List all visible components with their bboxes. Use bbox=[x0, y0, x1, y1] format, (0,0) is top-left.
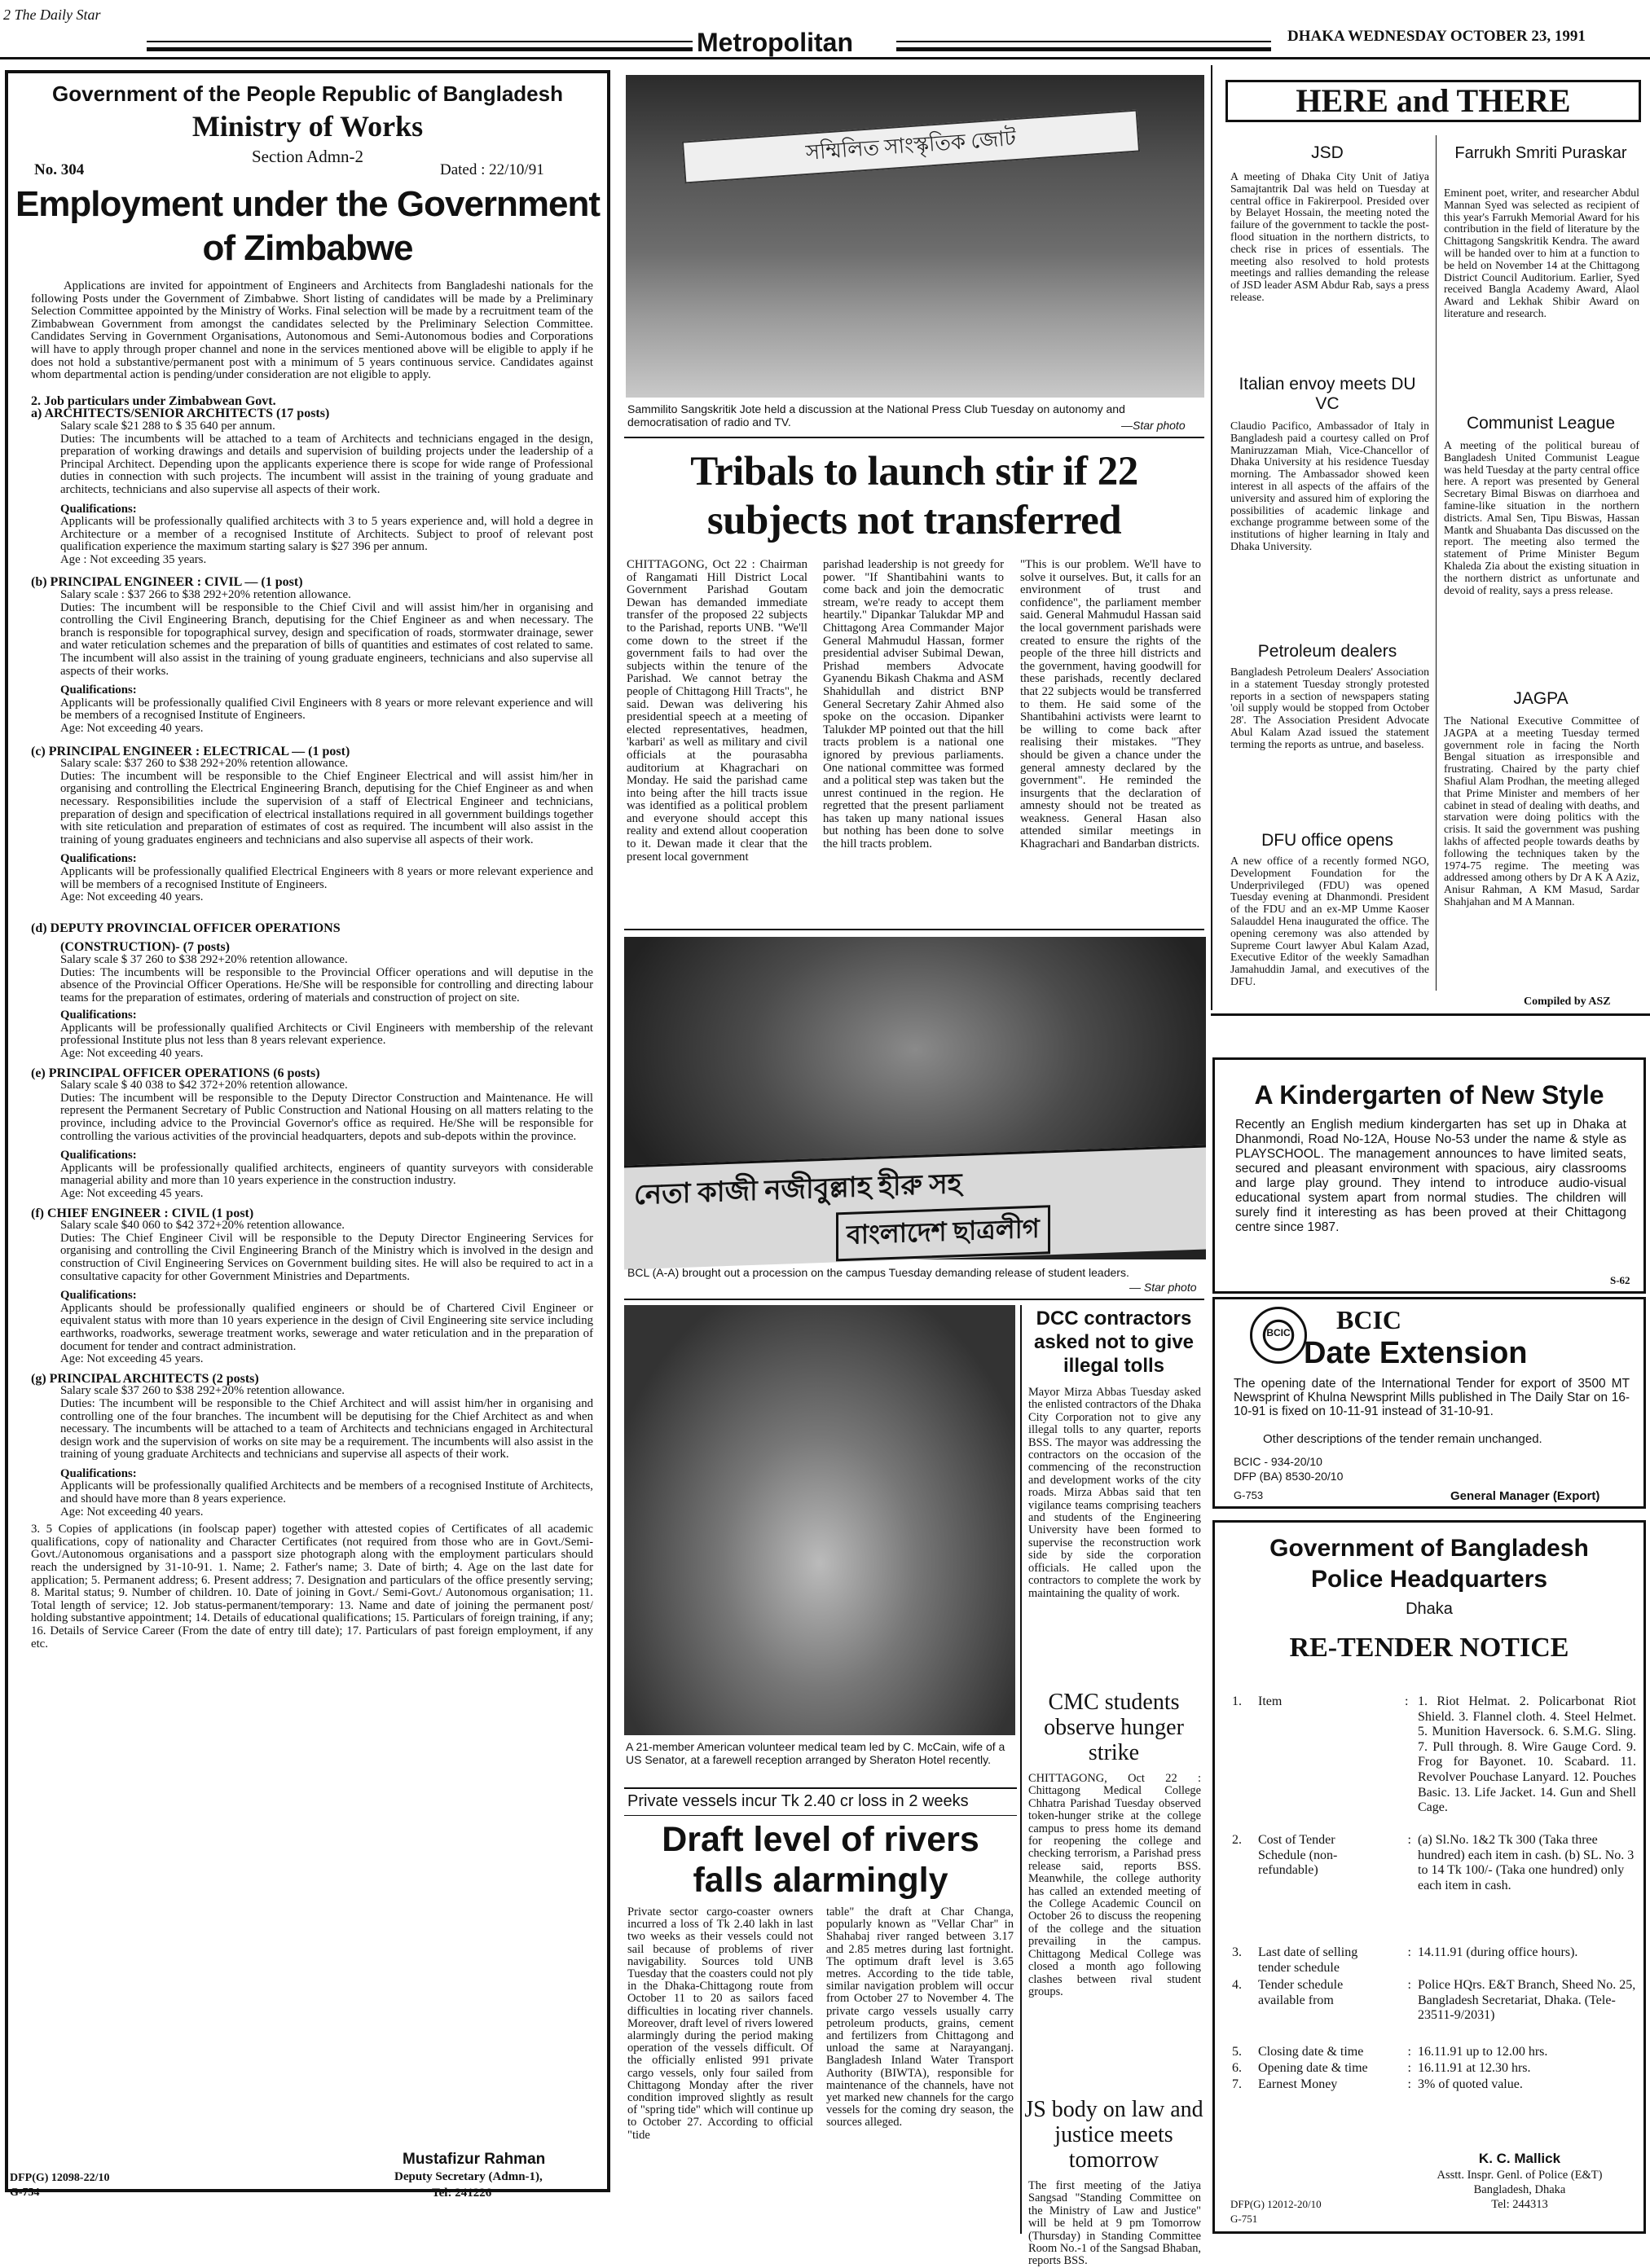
tribals-headline-2: subjects not transferred bbox=[706, 498, 1122, 543]
police-sign-title: Asstt. Inspr. Genl. of Police (E&T) bbox=[1437, 2169, 1603, 2182]
job-b-salary: Salary scale : $37 266 to $38 292+20% retention allowance. bbox=[60, 588, 351, 602]
rule-dcc-left bbox=[1020, 1305, 1022, 2234]
zimbabwe-sign-title: Deputy Secretary (Admn-1), bbox=[394, 2170, 543, 2183]
police-dfp: DFP(G) 12012-20/10 bbox=[1230, 2198, 1322, 2210]
bcic-logo bbox=[1250, 1307, 1307, 1364]
masthead-rule-under bbox=[0, 57, 1650, 59]
police-row-colon: : bbox=[1407, 2077, 1411, 2091]
job-d-head2: (CONSTRUCTION)- (7 posts) bbox=[60, 940, 231, 955]
police-row-colon: : bbox=[1407, 2045, 1411, 2059]
rule-here-mid bbox=[1436, 135, 1437, 991]
job-e-salary: Salary scale $ 40 038 to $42 372+20% retention allowance. bbox=[60, 1079, 348, 1092]
police-row-value: 16.11.91 up to 12.00 hrs. bbox=[1418, 2045, 1548, 2059]
police-row-key: Earnest Money bbox=[1258, 2077, 1338, 2091]
job-d-head: (d) DEPUTY PROVINCIAL OFFICER OPERATIONS bbox=[31, 921, 341, 935]
police-row-value: 1. Riot Helmat. 2. Policarbonat Riot Shield. 3. Flannel cloth. 4. Steel Helmet. 5. Munition Haversock. 6. S.M.G. Sling. 7. Pull through. 8. Wire Gauge Cord. 9. Frog for Bayonet. 10. Scabard. 11. Revolver Pouchase Lanyard. 12. Pouches Basic. 13. Life Jacket. 14. Gun and Shell Cage. bbox=[1418, 1694, 1636, 1815]
police-row-colon: : bbox=[1407, 1945, 1411, 1959]
jagpa-body: The National Executive Committee of JAGPA at a meeting Tuesday termed government role in facing the North Bengal situation as irresponsible and frustrating. Chaired by the party chief Shafiul Alam Prodhan, the meeting alleged that Prime Minister and members of her cabinet in stead of dealing with deaths, and starvation were doing politics with the crisis. It said the government was pushing lakhs of affected people towards deaths by following the techniques taken by the 1974-75 regime. The meeting was addressed among others by Dr A K A Aziz, Anisur Rahman, A KM Masud, Sardar Shahjahan and M A Mannan. bbox=[1444, 714, 1639, 908]
farrukh-body: Eminent poet, writer, and researcher Abdul Mannan Syed was selected as recipient of this year's Farrukh Memorial Award for his contribution in the field of literature by the Chittagong Sangskritik Kendra. The award will be handed over to him at a function to be held on November 14 at the Chittagong District Council Auditorium. Earlier, Syed received Bangla Academy Award, Alaol Award and Lekhak Shibir Award on literature and research. bbox=[1444, 187, 1639, 319]
police-sign-name: K. C. Mallick bbox=[1478, 2151, 1561, 2166]
draft-headline-2: falls alarmingly bbox=[693, 1861, 948, 1900]
police-row-num: 6. bbox=[1232, 2061, 1242, 2075]
tribals-headline-1: Tribals to launch stir if 22 bbox=[690, 449, 1138, 494]
draft-col-1: Private sector cargo-coaster owners incurred a loss of Tk 2.40 lakh in last two weeks as their vessels could not sail because of problems of river navigability. Sources told UNB Tuesday that the coasters could not ply in the Dhaka-Chittagong route from October 11 to 20 as sailors faced difficulties in locating river channels. Moreover, draft level of rivers lowered alarmingly during the period making operation of the vessels difficult. Of the officially enlisted 991 private cargo vessels, only four sailed from Chittagong Monday after the river condition improved slightly as result of "spring tide" which will continue up to October 27. According to official "tide bbox=[627, 1905, 813, 2142]
photo-bcl-banner-text-a: নেতা কাজী নজীবুল্লাহ হীরু সহ bbox=[634, 1168, 962, 1211]
job-e-age: Age: Not exceeding 45 years. bbox=[60, 1187, 204, 1200]
police-row-key: Opening date & time bbox=[1258, 2061, 1368, 2075]
job-a-duties: Duties: The incumbents will be attached to a team of Architects and technicians engaged in the design, preparation of working drawings and details and supervision of building projects under the leadership of a Principal Architect. Depending upon the applicants experience there is scope for wide range of Professional duties in connection with such projects. The incumbent will assist in the training of young graduate and architects, technicians and also supervise all aspects of their work. bbox=[60, 432, 593, 496]
rule-tribals-top bbox=[624, 437, 1204, 438]
italian-body: Claudio Pacifico, Ambassador of Italy in Bangladesh paid a courtesy called on Prof Maniruzzaman Miah, Vice-Chancellor of Dhaka University at his residence Tuesday morning. The Ambassador showed keen interest in all aspects of the affairs of the university and assured him of exploring the possibilities of academic linkage and exchange programme between some of the institutions of higher learning in Italy and Dhaka University. bbox=[1230, 420, 1429, 552]
dcc-headline: DCC contractors asked not to give illegal tolls bbox=[1033, 1308, 1195, 1377]
job-e-head: (e) PRINCIPAL OFFICER OPERATIONS (6 posts) bbox=[31, 1066, 320, 1080]
js-body: The first meeting of the Jatiya Sangsad "Standing Committee on the Ministry of Law and Justice" will be held at 9 pm Tomorrow (Thursday) in Standing Committee Room No.-1 of the Sangsad Bhaban, reports BSS. bbox=[1028, 2179, 1201, 2268]
here-compiled: Compiled by ASZ bbox=[1524, 996, 1611, 1008]
here-there-title: HERE and THERE bbox=[1225, 80, 1641, 122]
police-sign-tel: Tel: 244313 bbox=[1491, 2198, 1548, 2211]
job-c-qual-h: Qualifications: bbox=[60, 852, 137, 866]
kinder-code: S-62 bbox=[1610, 1274, 1630, 1286]
zimbabwe-title-2: of Zimbabwe bbox=[202, 228, 413, 268]
job-c-salary: Salary scale: $37 260 to $38 292+20% retention allowance. bbox=[60, 757, 349, 771]
photo-bcl-credit: — Star photo bbox=[1129, 1281, 1197, 1294]
rule-photo3-top bbox=[624, 1299, 1204, 1300]
bcic-body: The opening date of the International Tender for export of 3500 MT Newsprint of Khulna Newsprint Mills published in The Daily Star on 16-10-91 is fixed on 10-11-91 instead of 31-10-91. bbox=[1234, 1377, 1630, 1418]
photo-press-club-credit: —Star photo bbox=[1121, 419, 1186, 432]
js-headline: JS body on law and justice meets tomorrow bbox=[1024, 2097, 1203, 2173]
farrukh-head: Farrukh Smriti Puraskar bbox=[1454, 144, 1627, 162]
police-title-2: Police Headquarters bbox=[1310, 1566, 1548, 1593]
bcic-ref2: DFP (BA) 8530-20/10 bbox=[1234, 1470, 1344, 1483]
police-gcode: G-751 bbox=[1230, 2213, 1258, 2225]
zimbabwe-intro: Applications are invited for appointment of Engineers and Architects from Bangladeshi nationals for the following Posts under the Government of Zimbabwe. Short listing of candidates will be made by a Preliminary Selection Committee appointed by the Ministry of Works. Final selection will be made by a recruitment team of the Zimbabwean Government from amongst the candidates selected by the Preliminary Selection Committee. Candidates Serving in Government Organisations, Autonomous and Semi-Autonomous bodies and Corporations will have to apply through proper channel and none in the services mentioned above will be eligible to apply if he does not hold a substantive/permanent post with a minimum of 5 years continuous service. Candidates against whom departmental action is pending/under consideration are not eligible to apply. bbox=[31, 279, 593, 382]
zimbabwe-body bbox=[31, 280, 593, 1650]
bcic-title-1: BCIC bbox=[1336, 1305, 1402, 1334]
police-row bbox=[1232, 1694, 1636, 1833]
bcic-logo-text: BCIC bbox=[1266, 1327, 1291, 1338]
job-c-duties: Duties: The incumbent will be responsible to the Chief Engineer Electrical and will assist him/her in organising and controlling the Electrical Engineering Branch, deputising for the Chief Engineer as and when necessary. Responsibilities include the supervision of a staff of Electrical Engineer and technicians, preparation of design and specification of electrical installations required in all government buildings together with site reticulation and preparation of estimates of cost as required. The incumbent will also assist in the training of young graduates engineers and technicians and also supervise all aspects of their work. bbox=[60, 769, 593, 846]
masthead-rule-right bbox=[896, 47, 1271, 51]
kinder-title: A Kindergarten of New Style bbox=[1254, 1080, 1604, 1110]
job-a-salary: Salary scale $21 288 to $ 35 640 per annum. bbox=[60, 419, 275, 433]
job-g-qual-h: Qualifications: bbox=[60, 1466, 137, 1480]
job-b-head: (b) PRINCIPAL ENGINEER : CIVIL — (1 post) bbox=[31, 575, 303, 590]
tribals-col-3: "This is our problem. We'll have to solve it ourselves. But, it calls for an environment of trust and confidence", the parliament member said. General Mahmudul Hassan said the local government parishads were created to ensure the rights of the people of the three hill districts and the government, having goodwill for these parishads, recently declared that 22 subjects would be transferred to them. He said some of the Shantibahini activists were learnt to be willing to come back after realising their mistakes. "They should be given a chance under the general amnesty declared by the government". He reminded the insurgents that the declaration of amnesty should not be treated as weakness. General Hasan also attended similar meetings in Khagrachari and Bandarban districts. bbox=[1020, 558, 1201, 851]
police-row-value: (a) Sl.No. 1&2 Tk 300 (Taka three hundred) each item in cash. (b) SL. No. 3 to 14 Tk 100/- (Taka one hundred) only each item in cash. bbox=[1418, 1833, 1635, 1892]
job-a-age: Age : Not exceeding 35 years. bbox=[60, 552, 207, 566]
draft-headline-1: Draft level of rivers bbox=[662, 1820, 979, 1859]
police-row-colon: : bbox=[1405, 1694, 1409, 1708]
job-d-qual-h: Qualifications: bbox=[60, 1009, 137, 1022]
communist-body: A meeting of the political bureau of Bangladesh United Communist League was held Tuesday at the party central office here. A report was presented by General Secretary Bimal Biswas on diarrhoea and famine-like situation in the northern districts. Amal Sen, Tipu Biswas, Hassan Mantk and Shuabanta Das discussed on the report. The meeting also termed the statement of Prime Minister Begum Khaleda Zia about the existing situation in the northern district as unfortunate and devoid of reality, says a press release. bbox=[1444, 439, 1639, 596]
jsd-body: A meeting of Dhaka City Unit of Jatiya Samajtantrik Dal was held on Tuesday at central office in Fakirerpool. Presided over by Belayet Hossain, the meeting noted the failure of the government to tackle the post-flood situation in the northern districts, to check rise in prices of essentials. The meeting also resolved to hold protests meetings and rallies demanding the release of JSD leader ASM Abdur Rab, says a press release. bbox=[1230, 170, 1429, 303]
police-row bbox=[1232, 2045, 1636, 2061]
page-folio: 2 The Daily Star bbox=[3, 7, 101, 23]
jagpa-head: JAGPA bbox=[1513, 689, 1569, 708]
rule-draft-kicker bbox=[624, 1815, 1017, 1816]
jsd-head: JSD bbox=[1311, 143, 1344, 162]
zimbabwe-gno: G-754 bbox=[10, 2187, 40, 2199]
job-g-age: Age: Not exceeding 40 years. bbox=[60, 1505, 204, 1519]
job-c-head: (c) PRINCIPAL ENGINEER : ELECTRICAL — (1 post) bbox=[31, 744, 350, 758]
job-d-duties: Duties: The incumbents will be responsible to the Provincial Officer operations and will deputise in the absence of the Provincial Officer Operations. He/She will be responsible for controlling and directing labour teams for the preparation of estimates, ordering of materials and construction of project on site. bbox=[60, 965, 593, 1004]
job-d-salary: Salary scale $ 37 260 to $38 292+20% retention allowance. bbox=[60, 952, 348, 966]
job-e-duties: Duties: The incumbent will be responsible to the Deputy Director Construction and Maintenance. He will represent the Permanent Secretary of Public Construction and National Housing on all matters relating to the province, including advice to the Provincial Governor's office as required. He/She will be responsible for controlling the various activities of the provincial headquarters, depots and sub-depots within the province. bbox=[60, 1091, 593, 1143]
job-f-salary: Salary scale $40 060 to $42 372+20% retention allowance. bbox=[60, 1219, 345, 1233]
job-a-qual-h: Qualifications: bbox=[60, 502, 137, 516]
photo-bcl-banner bbox=[624, 1145, 1206, 1270]
police-row bbox=[1232, 2077, 1636, 2094]
zimbabwe-dated: Dated : 22/10/91 bbox=[440, 161, 544, 178]
dfu-head: DFU office opens bbox=[1261, 831, 1393, 850]
job-b-qual: Applicants will be professionally qualified Civil Engineers with 8 years or more relevant experience and will be members of a recognised Institute of Engineers. bbox=[60, 696, 593, 723]
police-row bbox=[1232, 1978, 1636, 2045]
tribals-col-1: CHITTAGONG, Oct 22 : Chairman of Rangamati Hill District Local Government Parishad Goutam Dewan has demanded immediate transfer of the proposed 22 subjects to the Parishad, reports UNB. "We'll come down to the street if the government fails to had over the subjects within the tenure of the Parishad. We cannot betray the people of Chittagong Hill Tracts", he said. Dewan was delivering his presidential speech at a meeting of elected representatives, headmen, 'karbari' as well as military and civil officials at the pourasabha auditorium at Khagrachari on Monday. He said the parishad came into being after the hill tracts issue was identified as a political problem and everyone should accept this reality and extend allout cooperation to it. Dewan made it clear that the present local government bbox=[627, 558, 807, 864]
photo-medical-caption: A 21-member American volunteer medical team led by C. McCain, wife of a US Senator, at a farewell reception arranged by Sheraton Hotel recently. bbox=[626, 1740, 1005, 1766]
zimbabwe-no: No. 304 bbox=[34, 161, 85, 178]
job-f-qual-h: Qualifications: bbox=[60, 1289, 137, 1303]
cmc-headline: CMC students observe hunger strike bbox=[1044, 1690, 1184, 1765]
police-row-num: 5. bbox=[1232, 2045, 1242, 2059]
rule-draft-top bbox=[624, 1787, 1017, 1789]
police-row-colon: : bbox=[1407, 2061, 1411, 2075]
zimbabwe-sign-tel: Tel: 241226 bbox=[432, 2187, 492, 2200]
police-row-key: Closing date & time bbox=[1258, 2045, 1364, 2059]
petro-head: Petroleum dealers bbox=[1257, 642, 1397, 661]
job-d-age: Age: Not exceeding 40 years. bbox=[60, 1047, 204, 1061]
police-row-colon: : bbox=[1407, 1978, 1411, 1992]
job-b-age: Age: Not exceeding 40 years. bbox=[60, 722, 204, 735]
zimbabwe-sign-name: Mustafizur Rahman bbox=[403, 2151, 546, 2168]
police-row bbox=[1232, 1945, 1636, 1978]
bcic-note: Other descriptions of the tender remain unchanged. bbox=[1263, 1432, 1542, 1446]
bcic-sign: General Manager (Export) bbox=[1450, 1489, 1600, 1503]
zimbabwe-para3: 3. 5 Copies of applications (in foolscap paper) together with attested copies of Certificates of all academic qualifications, copy of nationality and Character Certificates (not required from those who are in Govt./Semi-Govt./Autonomous organisations and a passport size photograph along with the employment particulars should reach the undersigned by 31-10-91. 1. Name; 2. Father's name; 3. Date of birth; 4. Age on the last date for application; 5. Permanent address; 6. Present address; 7. Designation and particulars of the office presently serving; 8. Marital status; 9. Number of children. 10. Date of joining in Govt./ Semi-Govt./ Autonomous organisation; 11. Total length of service; 12. Job status-permanent/temporary: 13. Name and date of joining the permanent post/ holding substantive appointment; 14. Details of educational qualifications; 15. Particulars of foreign training, if any; 16. Details of Service Career (From the date of entry till date); 17. Particulars of past foreign employment, if any etc. bbox=[31, 1523, 593, 1650]
job-c-age: Age: Not exceeding 40 years. bbox=[60, 890, 204, 904]
photo-press-club-banner: সম্মিলিত সাংস্কৃতিক জোট bbox=[682, 110, 1140, 184]
job-f-head: (f) CHIEF ENGINEER : CIVIL (1 post) bbox=[31, 1206, 254, 1220]
police-row-num: 1. bbox=[1232, 1694, 1242, 1708]
communist-head: Communist League bbox=[1466, 414, 1616, 433]
dateline: DHAKA WEDNESDAY OCTOBER 23, 1991 bbox=[1287, 28, 1586, 45]
police-row-value: 16.11.91 at 12.30 hrs. bbox=[1418, 2061, 1531, 2075]
zimbabwe-govt: Government of the People Republic of Bangladesh bbox=[52, 81, 563, 106]
rule-here-bottom bbox=[1211, 1013, 1650, 1016]
job-g-qual: Applicants will be professionally qualified Architects and be members of a recognised Institute of Architects, and should have more than 8 years experience. bbox=[60, 1479, 593, 1506]
zimbabwe-ministry: Ministry of Works bbox=[191, 110, 424, 143]
police-sign-place: Bangladesh, Dhaka bbox=[1473, 2183, 1566, 2196]
photo-press-club-caption: Sammilito Sangskritik Jote held a discussion at the National Press Club Tuesday on autonomy and democratisation of radio and TV. bbox=[627, 402, 1125, 429]
photo-bcl-caption: BCL (A-A) brought out a procession on the campus Tuesday demanding release of student leaders. bbox=[627, 1266, 1129, 1279]
job-g-head: (g) PRINCIPAL ARCHITECTS (2 posts) bbox=[31, 1371, 259, 1386]
draft-col-2: table" the draft at Char Changa, popularly known as "Vellar Char" in Shahabaj river ranged between 3.17 and 2.85 metres during last fortnight. The optimum draft level is 3.65 metres. According to the tide table, similar navigation problem will occur from October 27 to November 4. The private cargo vessels usually carry petroleum products, grains, cement and fertilizers from Chittagong and unload the same at Narayanganj. Bangladesh Inland Water Transport Authority (BIWTA), responsible for maintenance of the channels, have not yet marked new channels for the cargo vessels for the coming dry season, the sources alleged. bbox=[826, 1905, 1014, 2130]
zimbabwe-section: Section Admn-2 bbox=[251, 147, 364, 166]
police-table bbox=[1232, 1694, 1636, 2094]
zimbabwe-sec2: 2. Job particulars under Zimbabwean Govt. bbox=[31, 393, 276, 408]
police-row-value: 14.11.91 (during office hours). bbox=[1418, 1945, 1578, 1959]
kinder-body: Recently an English medium kindergarten has set up in Dhaka at Dhanmondi, Road No-12A, House No-53 under the name & style as PLAYSCHOOL. The management announces to have limited seats, secured and pleasant environment with spacious, airy classrooms and large play ground. They intend to introduce audio-visual educational system apart from normal studies. The children will surely find it interesting as has been proved at their Chittagong centre since 1987. bbox=[1235, 1118, 1626, 1234]
job-g-duties: Duties: The incumbent will be responsible to the Chief Architect and will assist him/her in organising and controlling one of the four branches. The incumbent will be deputising for the Chief Architect as and when necessary. The incumbents will be attached to a team of Architects and technicians engaged in Architectural design work and the supervision of works on site may be a requirement. The incumbents will also assist in the training of young graduate Architects and technicians and supervise all aspects of their work. bbox=[60, 1396, 593, 1461]
masthead-rule-right-top bbox=[896, 41, 1271, 42]
italian-head: Italian envoy meets DU VC bbox=[1239, 375, 1416, 413]
police-row bbox=[1232, 1833, 1636, 1945]
masthead-rule-left-top bbox=[147, 41, 693, 42]
draft-kicker: Private vessels incur Tk 2.40 cr loss in 2 weeks bbox=[627, 1792, 969, 1810]
bcic-ref1: BCIC - 934-20/10 bbox=[1234, 1455, 1322, 1468]
police-title-3: Dhaka bbox=[1406, 1600, 1453, 1618]
masthead-rule-left bbox=[147, 47, 693, 51]
police-row-key: Cost of Tender Schedule (non-refundable) bbox=[1258, 1833, 1338, 1878]
photo-bcl-procession bbox=[624, 937, 1206, 1259]
job-g-salary: Salary scale $37 260 to $38 292+20% retention allowance. bbox=[60, 1384, 345, 1398]
photo-press-club bbox=[626, 75, 1204, 398]
job-c-qual: Applicants will be professionally qualified Electrical Engineers with 8 years or more relevant experience and will be members of a recognised Institute of Engineers. bbox=[60, 864, 593, 891]
petro-body: Bangladesh Petroleum Dealers' Association in a statement Tuesday strongly protested reports in a section of newspapers stating 'oil supply would be stopped from October 28'. The Association President Advocate Abul Kalam Azad issued the statement terming the reports as untrue, and baseless. bbox=[1230, 666, 1429, 750]
zimbabwe-dfp: DFP(G) 12098-22/10 bbox=[10, 2172, 110, 2184]
police-row-colon: : bbox=[1407, 1833, 1411, 1847]
job-f-qual: Applicants should be professionally qualified engineers or should be of Chartered Civil Engineer or equivalent status with more than 10 years experience in the design of Civil Engineering site service including earthworks, roadworks, sewerage treatment works, sewerage and water reticulation and in the preparation of document for tender and contract administration. bbox=[60, 1301, 593, 1353]
bcic-title-2: Date Extension bbox=[1304, 1336, 1528, 1370]
section-title: Metropolitan bbox=[697, 28, 853, 57]
police-row-key: Item bbox=[1258, 1694, 1283, 1708]
cmc-body: CHITTAGONG, Oct 22 : Chittagong Medical College Chhatra Parishad Tuesday observed token-hunger strike at the college campus to press home its demand for reopening the college and checking terrorism, a Parishad press release said, reports BSS. Meanwhile, the college authority has called an extended meeting of the College Academic Council on October 26 to discuss the reopening of the college and the situation prevailing in the campus. Chittagong Medical College was closed a month ago following clashes between rival student groups. bbox=[1028, 1772, 1201, 1998]
job-e-qual-h: Qualifications: bbox=[60, 1149, 137, 1163]
job-a-qual: Applicants will be professionally qualified architects with 3 to 5 years experience and, will hold a degree in Architecture or a member of a recognised Institute of Architects. Subject to proof of relevant post qualification experience the maximum starting salary is $27 396 per annum. bbox=[60, 515, 593, 554]
police-row-num: 7. bbox=[1232, 2077, 1242, 2091]
police-title-1: Government of Bangladesh bbox=[1269, 1535, 1589, 1562]
police-row bbox=[1232, 2061, 1636, 2077]
bcic-gcode: G-753 bbox=[1234, 1489, 1264, 1501]
zimbabwe-title-1: Employment under the Government bbox=[15, 184, 601, 224]
police-row-key: Last date of selling tender schedule bbox=[1258, 1945, 1358, 1975]
police-row-num: 2. bbox=[1232, 1833, 1242, 1847]
dcc-body: Mayor Mirza Abbas Tuesday asked the enlisted contractors of the Dhaka City Corporation not to give any illegal tolls to any quarter, reports BSS. The mayor was addressing the contractors on the occasion of the commencing of the reconstruction and development works of the city roads. Mirza Abbas said that ten vigilance teams comprising teachers and students of the Engineering University have been formed to supervise the reconstruction work side by side the corporation officials. He called upon the contractors to complete the work by maintaining the quality of work. bbox=[1028, 1386, 1201, 1600]
job-a-head: a) ARCHITECTS/SENIOR ARCHITECTS (17 posts) bbox=[31, 407, 330, 421]
job-b-duties: Duties: The incumbent will be responsible to the Chief Civil and will assist him/her in organising and controlling the Civil Engineering Branch, deputising for the Chief Engineer as and when necessary. The branch is responsible for topographical survey, design and specification of roads, stormwater drainage, sewer and water reticulation schemes and the preparation of bills of quantities and estimates of cost related to same. The incumbent will also assist in the training of young graduate engineers, technicians and also supervise all aspects of their works. bbox=[60, 600, 593, 678]
job-f-age: Age: Not exceeding 45 years. bbox=[60, 1352, 204, 1366]
police-row-value: 3% of quoted value. bbox=[1418, 2077, 1523, 2091]
police-row-num: 3. bbox=[1232, 1945, 1242, 1959]
police-row-key: Tender schedule available from bbox=[1258, 1978, 1344, 2007]
dfu-body: A new office of a recently formed NGO, Development Foundation for the Underprivileged (FDU) was opened Tuesday evening at Dhanmondi. President of the FDU and an ex-MP Umme Kaoser Salauddel Hena inaugurated the office. The opening ceremony was also attended by Supreme Court lawyer Abul Kalam Azad, Executive Editor of the weekly Samadhan Jamahuddin Jamal, and executives of the DFU. bbox=[1230, 855, 1429, 987]
job-f-duties: Duties: The Chief Engineer Civil will be responsible to the Deputy Director Engineering Services for organising and controlling the Civil Engineering Branch of the Ministry which is involved in the design and construction of Civil Engineering Services on Government building sites. He will also be required to act in a consultative capacity for other Government Ministries and Departments. bbox=[60, 1231, 593, 1283]
job-e-qual: Applicants will be professionally qualified architects, engineers of quantity surveyors with considerable managerial ability and more than 10 years experience in the construction industry. bbox=[60, 1161, 593, 1188]
job-b-qual-h: Qualifications: bbox=[60, 683, 137, 697]
job-d-qual: Applicants will be professionally qualified Architects or Civil Engineers with membership of the relevant professional Institute plus not less than 8 years relevant experience. bbox=[60, 1021, 593, 1048]
photo-medical-team bbox=[624, 1305, 1015, 1735]
photo-bcl-banner-text-b: বাংলাদেশ ছাত্রলীগ bbox=[836, 1205, 1050, 1261]
rule-photo2-top bbox=[624, 929, 1204, 930]
tribals-col-2: parishad leadership is not greedy for power. "If Shantibahini wants to come back and join the democratic stream, we're ready to accept them heartily." Dipankar Talukdar MP and Chittagong Area Commander Major General Mahmudul Hassan, former presidential adviser Subimal Dewan, Prishad members Advocate Gyanendu Bikash Chakma and ASM Shahidullah and district BNP General Secretary Zahir Ahmed also spoke on the occasion. Dipanker Talukder MP pointed out that the hill tracts problem is a national one ignored by previous parliaments. One national committee was formed and a political step was taken but the unrest continued in the region. He regretted that the present parliament has taken up many national issues but nothing has been done to solve the hill tracts problem. bbox=[823, 558, 1004, 851]
rule-col3-left bbox=[1211, 65, 1212, 1010]
police-row-num: 4. bbox=[1232, 1978, 1242, 1992]
police-title-4: RE-TENDER NOTICE bbox=[1289, 1633, 1569, 1663]
police-row-value: Police HQrs. E&T Branch, Sheed No. 25, Bangladesh Secretariat, Dhaka. (Tele-23511-9/2031) bbox=[1418, 1978, 1636, 2023]
